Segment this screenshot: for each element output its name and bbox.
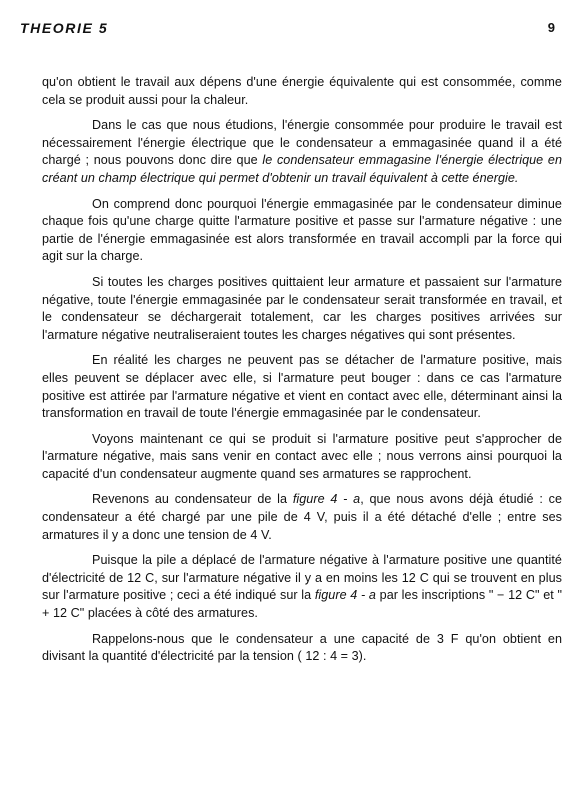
paragraph-text: On comprend donc pourquoi l'énergie emmagasinée par le condensateur diminue chaque fois qu'une charge quitte l'armature positive et passe sur l'armature négative : une partie de l'énergie emmagasinée est alors transformée en travail accompli par la force qui agit sur la charge. (42, 196, 562, 264)
page-number: 9 (547, 20, 555, 35)
emphasis-text: le condensateur emmagasine l'énergie électrique en créant un champ électrique qui permet d'obtenir un travail équivalent à cette énergie. (42, 153, 563, 185)
paragraph (42, 431, 562, 484)
paragraph-text: par les inscriptions " − 12 C" et " + 12 C" placées à côté des armatures. (42, 588, 562, 621)
paragraph-text: Voyons maintenant ce qui se produit si l'armature positive peut s'approcher de l'armature négative, mais sans venir en contact avec elle ; nous verrons ainsi pourquoi la capacité d'un condensateur augmente quand ses armatures se rapprochent. (42, 431, 562, 481)
paragraph-text: Si toutes les charges positives quittaient leur armature et passaient sur l'armature négative, toute l'énergie emmagasinée par le condensateur serait transformée en travail, et le condensateur se déchargerait totalement, car les charges positives arrivées sur l'armature négative neutraliseraient toutes les charges négatives qui sont présentes. (42, 274, 562, 342)
chapter-title: THEORIE 5 (20, 20, 109, 36)
paragraph (42, 117, 562, 187)
paragraph (42, 631, 562, 666)
paragraph-text: Dans le cas que nous étudions, l'énergie consommée pour produire le travail est nécessairement l'énergie électrique que le condensateur a emmagasinée quand il a été chargé ; nous pouvons donc dire que (42, 118, 562, 168)
paragraph-text: qu'on obtient le travail aux dépens d'une énergie équivalente qui est consommée, comme cela se produit aussi pour la chaleur. (42, 75, 562, 107)
body-text (42, 74, 562, 674)
paragraph (42, 274, 562, 344)
paragraph-text: , que nous avons déjà étudié : ce condensateur a été chargé par une pile de 4 V, puis il a été détaché d'elle ; entre ses armatures il y a donc une tension de 4 V. (42, 492, 562, 542)
paragraph-text: Revenons au condensateur de la (92, 492, 293, 507)
paragraph-text: Rappelons-nous que le condensateur a une capacité de 3 F qu'on obtient en divisant la quantité d'électricité par la tension ( 12 : 4 = 3). (42, 631, 562, 664)
paragraph (42, 352, 562, 422)
paragraph (42, 491, 562, 544)
paragraph (42, 552, 562, 622)
emphasis-text: figure 4 - a (314, 588, 376, 603)
emphasis-text: figure 4 - a (292, 492, 361, 507)
paragraph (42, 196, 562, 266)
paragraph-text: En réalité les charges ne peuvent pas se détacher de l'armature positive, mais elles peuvent se déplacer avec elle, si l'armature peut bouger : dans ce cas l'armature positive est attirée par l'armature négative et vient en contact avec elle, déterminant ainsi la transformation en travail de toute l'énergie emmagasinée par le condensateur. (42, 353, 562, 421)
paragraph (42, 74, 562, 109)
paragraph-text: Puisque la pile a déplacé de l'armature négative à l'armature positive une quantité d'électricité de 12 C, sur l'armature négative il y a en moins les 12 C qui se trouvent en plus sur l'armature positive ; ceci a été indiqué sur la (42, 553, 562, 603)
page-header (20, 20, 555, 42)
